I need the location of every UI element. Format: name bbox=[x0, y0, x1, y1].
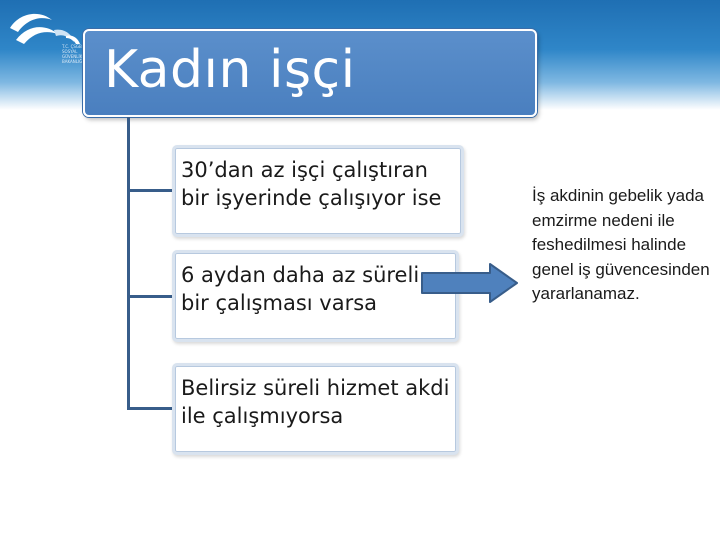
diagram-title: Kadın işçi bbox=[104, 40, 356, 100]
consequence-note: İş akdinin gebelik yada emzirme nedeni ile feshedilmesi halinde genel iş güvencesinden yararlanamaz. bbox=[532, 186, 710, 303]
connector-node-1 bbox=[127, 189, 173, 192]
condition-node-3-text: Belirsiz süreli hizmet akdi ile çalışmıyorsa bbox=[181, 376, 450, 428]
connector-node-2 bbox=[127, 295, 173, 298]
connector-vertical bbox=[127, 117, 130, 409]
condition-node-3 bbox=[172, 363, 459, 455]
condition-node-1-text: 30’dan az işçi çalıştıran bir işyerinde çalışıyor ise bbox=[181, 158, 442, 210]
connector-node-3 bbox=[127, 407, 173, 410]
right-arrow-icon bbox=[420, 262, 520, 304]
condition-node-2-text: 6 aydan daha az süreli bir çalışması varsa bbox=[181, 263, 420, 315]
condition-node-1 bbox=[172, 145, 464, 237]
condition-node-2 bbox=[172, 250, 459, 342]
logo-text: T.C. ÇSGB SOSYAL GÜVENLİK BAKANLIĞI bbox=[62, 44, 84, 64]
